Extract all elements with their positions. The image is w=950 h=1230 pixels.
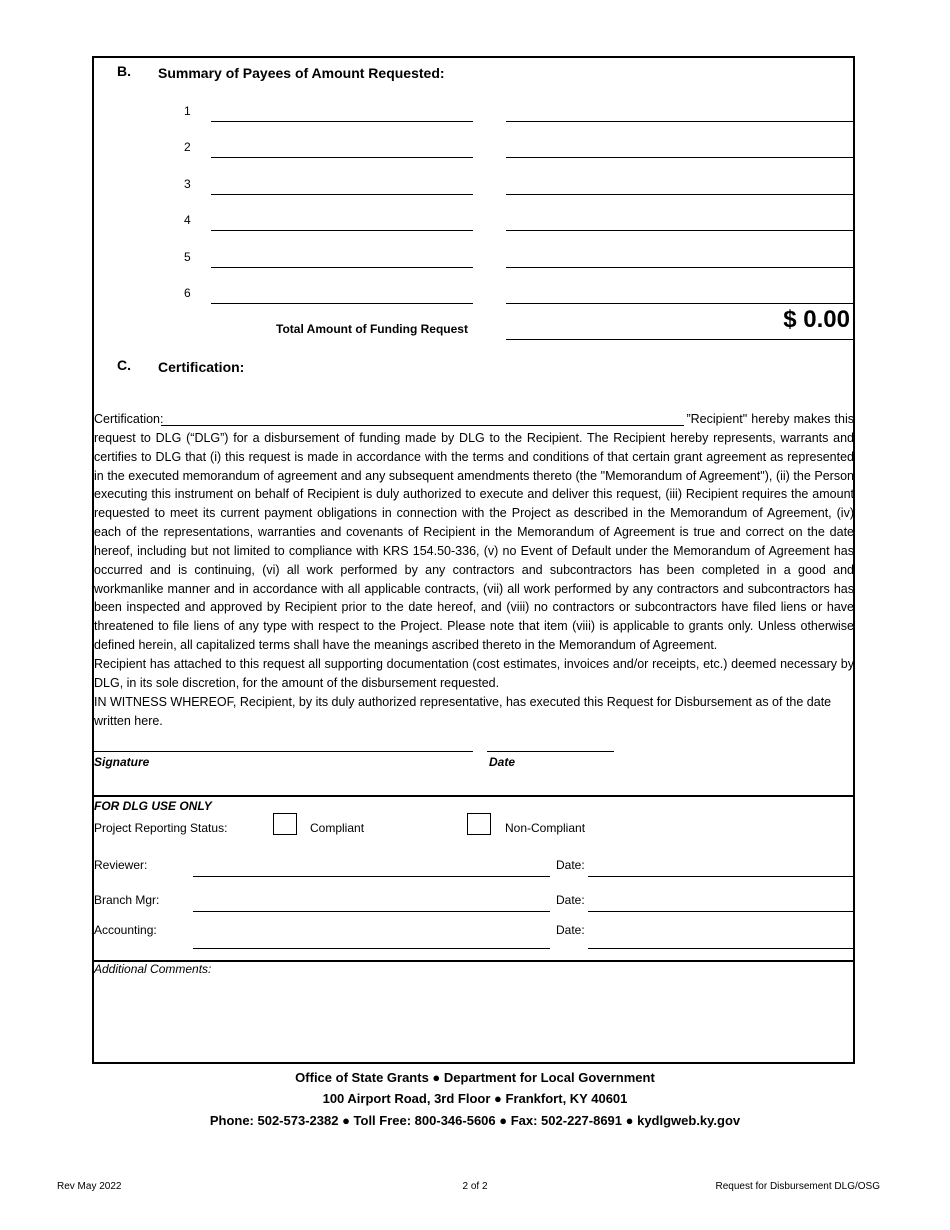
certification-para-3: IN WITNESS WHEREOF, Recipient, by its duly authorized representative, has executed this Request for Disbursement as of the date written here.	[94, 694, 832, 728]
dlg-use-title: FOR DLG USE ONLY	[94, 799, 212, 813]
recipient-name-line[interactable]	[161, 425, 684, 426]
payee-row-number: 1	[184, 104, 191, 118]
branch-mgr-line[interactable]	[193, 911, 550, 912]
certification-body: ”Recipient" hereby makes this request to DLG (“DLG”) for a disbursement of funding made by DLG to the Recipient. The Recipient hereby represents, warrants and certifies to DLG that (i) this request is made in accordance with the terms and conditions of that certain grant agreement as represented in the executed memorandum of agreement and any subsequent amendments thereto (the "Memorandum of Agreement"), (ii) the Person executing this instrument on behalf of Recipient is duly authorized to execute and deliver this request, (iii) Recipient requires the amount requested to meet its current payment obligations in connection with the Project as described in the Memorandum of Agreement, (iv) each of the representations, warranties and covenants of Recipient in the Memorandum of Agreement is true and correct on the date hereof, including but not limited to compliance with KRS 154.50-336, (v) no Event of Default under the Memorandum of Agreement has occurred and is continuing, (vi) all work performed by any contractors and subcontractors has been completed in a good and workmanlike manner and in accordance with all applicable contracts, (vii) all work performed by any contractors and subcontractors has been inspected and approved by Recipient prior to the date hereof, and (viii) no contractors or subcontractors have filed liens or have threatened to file liens of any type with respect to the Project. Please note that item (viii) is applicable to grants only. Unless otherwise defined herein, all capitalized terms shall have the meanings ascribed thereto in the Memorandum of Agreement.	[94, 412, 854, 653]
branch-mgr-date-line[interactable]	[588, 911, 855, 912]
payee-amount-line[interactable]	[506, 194, 855, 195]
total-label: Total Amount of Funding Request	[276, 322, 468, 336]
accounting-date-label: Date:	[556, 923, 585, 937]
payee-name-line[interactable]	[211, 230, 473, 231]
footer-office: Office of State Grants ● Department for Local Government	[295, 1070, 655, 1085]
compliant-label: Compliant	[310, 821, 365, 835]
reviewer-label: Reviewer:	[94, 858, 148, 872]
project-status-label: Project Reporting Status:	[94, 821, 228, 835]
non-compliant-checkbox[interactable]	[467, 813, 491, 835]
accounting-label: Accounting:	[94, 923, 157, 937]
branch-mgr-date-label: Date:	[556, 893, 585, 907]
payee-name-line[interactable]	[211, 157, 473, 158]
payee-name-line[interactable]	[211, 121, 473, 122]
comments-area[interactable]	[94, 978, 853, 1062]
section-c-letter: C.	[117, 357, 131, 373]
certification-label: Certification:	[94, 412, 164, 426]
payee-amount-line[interactable]	[506, 121, 855, 122]
payee-amount-line[interactable]	[506, 230, 855, 231]
payee-amount-line[interactable]	[506, 157, 855, 158]
certification-para-2: Recipient has attached to this request all supporting documentation (cost estimates, invoices and/or receipts, etc.) deemed necessary by DLG, in its sole discretion, for the amount of the disbursement requested.	[94, 656, 854, 690]
branch-mgr-label: Branch Mgr:	[94, 893, 160, 907]
signature-date-label: Date	[489, 755, 516, 769]
signature-date-line[interactable]	[487, 751, 614, 752]
reviewer-date-label: Date:	[556, 858, 585, 872]
section-b-letter: B.	[117, 63, 131, 79]
accounting-line[interactable]	[193, 948, 550, 949]
payee-row-number: 6	[184, 286, 191, 300]
footer-street: 100 Airport Road, 3rd Floor ●	[322, 1091, 502, 1106]
form-name: Request for Disbursement DLG/OSG	[715, 1181, 880, 1192]
dlg-section-divider	[92, 795, 855, 797]
payee-row-number: 3	[184, 177, 191, 191]
section-b-title: Summary of Payees of Amount Requested:	[158, 65, 445, 81]
non-compliant-label: Non-Compliant	[505, 821, 586, 835]
payee-name-line[interactable]	[211, 194, 473, 195]
footer-contact: Phone: 502-573-2382 ● Toll Free: 800-346-5606 ● Fax: 502-227-8691 ● kydlgweb.ky.gov	[209, 1113, 741, 1128]
footer-address	[0, 1091, 950, 1106]
payee-row-number: 5	[184, 250, 191, 264]
reviewer-date-line[interactable]	[588, 876, 855, 877]
payee-row-number: 2	[184, 140, 191, 154]
compliant-checkbox[interactable]	[273, 813, 297, 835]
signature-line[interactable]	[94, 751, 473, 752]
signature-label: Signature	[94, 755, 150, 769]
certification-text	[94, 410, 854, 730]
total-amount-line	[506, 339, 855, 340]
section-c-title: Certification:	[158, 359, 245, 375]
payee-amount-line[interactable]	[506, 267, 855, 268]
revision-date: Rev May 2022	[57, 1181, 122, 1192]
accounting-date-line[interactable]	[588, 948, 855, 949]
reviewer-line[interactable]	[193, 876, 550, 877]
payee-row-number: 4	[184, 213, 191, 227]
footer-city: Frankfort, KY 40601	[505, 1091, 628, 1106]
payee-name-line[interactable]	[211, 267, 473, 268]
payee-name-line[interactable]	[211, 303, 473, 304]
page-number: 2 of 2	[462, 1181, 488, 1192]
total-amount: $ 0.00	[783, 306, 850, 333]
comments-label: Additional Comments:	[94, 962, 212, 976]
payee-amount-line[interactable]	[506, 303, 855, 304]
